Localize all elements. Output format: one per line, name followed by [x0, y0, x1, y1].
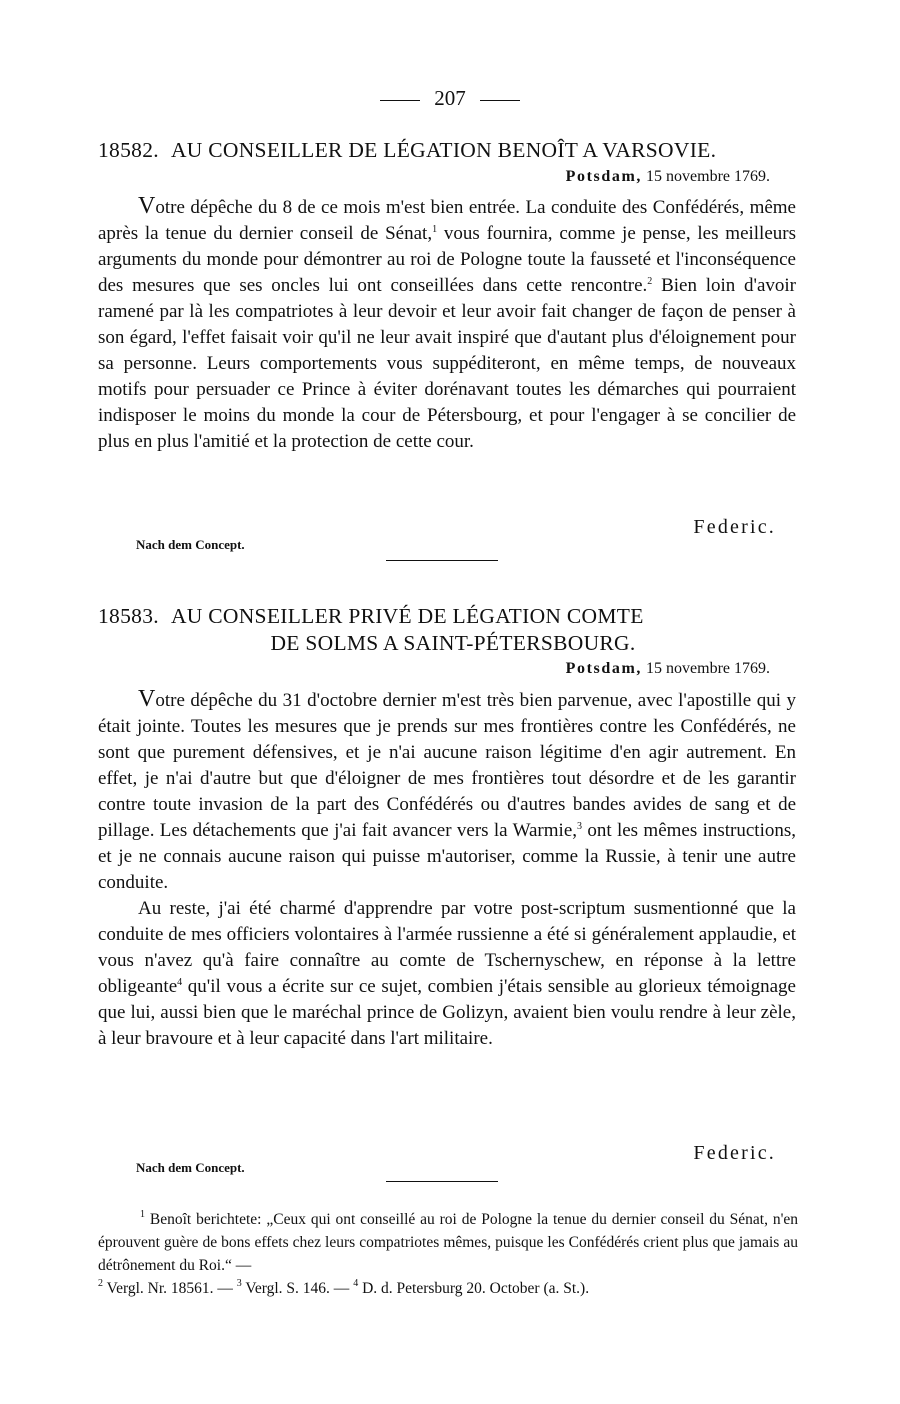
letter-2-paragraph-1: [98, 686, 796, 896]
letter-1-source: Nach dem Concept.: [136, 537, 245, 552]
letter-2-body: [98, 686, 796, 1052]
paragraph-text: Votre dépêche du 8 de ce mois m'est bien entrée. La conduite des Confédérés, même après la tenue du dernier conseil de Sénat,: [98, 193, 796, 244]
paragraph-text: Au reste, j'ai été charmé d'apprendre par votre post-scriptum susmentionné que la conduite de mes officiers volontaires à l'armée russienne a été si généralement applaudie, et vous n'avez qu'à faire connaître au comte de Tschernyschew, en réponse à la lettre obligeante: [98, 898, 796, 997]
footnotes: [98, 1208, 798, 1300]
footnote-text: D. d. Petersburg 20. October (a. St.).: [362, 1280, 590, 1297]
separator-rule: [386, 1181, 498, 1182]
footnote-mark: 1: [140, 1209, 145, 1220]
paragraph-text: ont les mêmes instructions, et je ne connais aucune raison qui puisse m'autoriser, comme la Russie, à tenir une autre conduite.: [98, 820, 796, 893]
footnote-ref-3: 3: [577, 821, 583, 832]
letter-2-source: Nach dem Concept.: [136, 1160, 245, 1175]
letter-1-heading: [98, 138, 798, 163]
page-number-left-dash: [380, 100, 420, 101]
paragraph-text: Votre dépêche du 31 d'octobre dernier m'est très bien parvenue, avec l'apostille qui y était jointe. Toutes les mesures que je prends sur mes frontières contre les Confédérés, ne sont que purement défensives, et je n'ai aucune raison légitime d'en agir autrement. En effet, je n'ai d'autre but que d'éloigner de mes frontières tout désordre et de les garantir contre toute invasion de la part des Confédérés ou d'autres bandes avides de sang et de pillage. Les détachements que j'ai fait avancer vers la Warmie,: [98, 686, 796, 841]
letter-1-body: [98, 193, 796, 455]
paragraph-text: Bien loin d'avoir ramené par là les compatriotes à leur devoir et leur avoir fait changer de façon de penser à son égard, l'effet faisait voir qu'il ne leur avait inspiré que d'autant plus d'éloignement pour sa personne. Leurs comportements vous suppéditeront, en même temps, de nouveaux motifs pour persuader ce Prince à éviter dorénavant toutes les démarches qui pourraient indisposer le moins du monde la cour de Pétersbourg, et pour l'engager à se concilier de plus en plus l'amitié et la protection de cette cour.: [98, 275, 796, 452]
footnote-text: Vergl. S. 146. —: [245, 1280, 350, 1297]
footnote-2-4: [98, 1277, 798, 1300]
letter-2-paragraph-2: [98, 896, 796, 1052]
footnote-ref-4: 4: [177, 977, 183, 988]
footnote-text: Benoît berichtete: „Ceux qui ont conseillé au roi de Pologne la tenue du dernier conseil du Sénat, n'en éprouvent guère de bons effets chez leurs compatriotes mêmes, puisque les Confédérés crient plus que jamais au détrônement du Roi.“ —: [98, 1211, 798, 1274]
page-number-value: 207: [434, 86, 466, 110]
letter-2-title-line-1: AU CONSEILLER PRIVÉ DE LÉGATION COMTE: [170, 604, 644, 628]
letter-2-dateline: [566, 660, 770, 678]
letter-1-signature: Federic.: [693, 516, 776, 538]
letter-2-number: 18583.: [98, 604, 159, 628]
footnote-1: [98, 1208, 798, 1277]
letter-2-heading: [98, 603, 798, 657]
letter-1-date-place: Potsdam,: [565, 168, 643, 185]
footnote-ref-1: 1: [432, 224, 438, 235]
letter-1-title: AU CONSEILLER DE LÉGATION BENOÎT A VARSOVIE.: [170, 138, 717, 162]
letter-1-number: 18582.: [98, 138, 159, 162]
letter-2-date: 15 novembre 1769.: [646, 660, 770, 677]
letter-1-date: 15 novembre 1769.: [646, 168, 770, 185]
footnote-mark: 4: [353, 1278, 359, 1289]
footnote-ref-2: 2: [647, 276, 653, 287]
paragraph-text: vous fournira, comme je pense, les meilleurs arguments du monde pour démontrer au roi de Pologne toute la fausseté et l'inconséquence des mesures que ses oncles lui ont conseillées dans cette rencontre.: [98, 223, 796, 296]
letter-2-title-line-2: DE SOLMS A SAINT-PÉTERSBOURG.: [270, 631, 636, 655]
letter-1-paragraph-1: [98, 193, 796, 455]
letter-1-dateline: [566, 168, 770, 186]
letter-2-date-place: Potsdam,: [565, 660, 643, 677]
footnote-text: Vergl. Nr. 18561. —: [106, 1280, 233, 1297]
page-number-right-dash: [480, 100, 520, 101]
page-number: [0, 86, 900, 111]
letter-2-signature: Federic.: [693, 1142, 776, 1164]
footnote-mark: 3: [236, 1278, 242, 1289]
paragraph-text: qu'il vous a écrite sur ce sujet, combien j'étais sensible au glorieux témoignage que lui, aussi bien que le maréchal prince de Golizyn, avaient bien voulu rendre à leur zèle, à leur bravoure et à leur capacité dans l'art militaire.: [98, 976, 796, 1049]
footnote-mark: 2: [98, 1278, 103, 1289]
separator-rule: [386, 560, 498, 561]
